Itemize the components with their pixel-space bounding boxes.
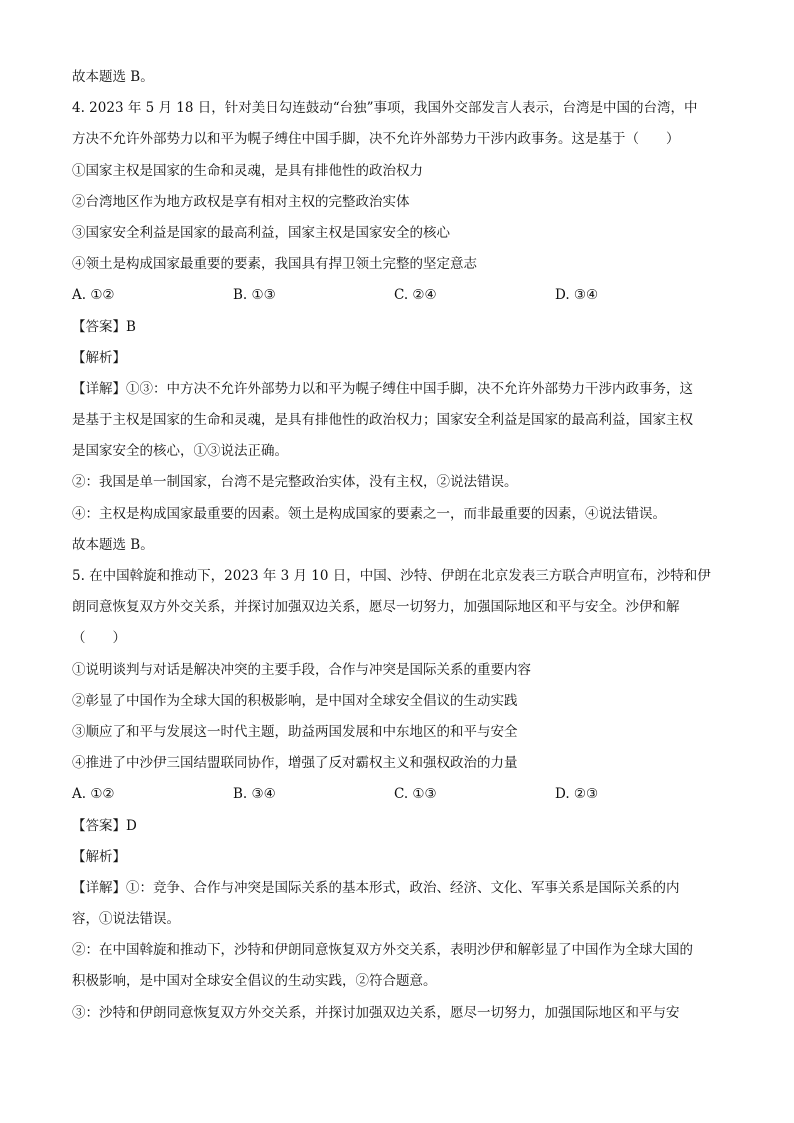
question-5-statement-4: ④推进了中沙伊三国结盟联同协作，增强了反对霸权主义和强权政治的力量 [72, 755, 518, 772]
question-5-option-d: D. ②③ [555, 786, 599, 803]
question-4-answer: 【答案】B [72, 318, 136, 335]
question-4-option-b: B. ①③ [233, 287, 276, 304]
question-4-explanation: ②：我国是单一制国家，台湾不是完整政治实体，没有主权，②说法错误。 [72, 474, 518, 491]
question-5-answer: 【答案】D [72, 817, 137, 834]
question-5-blank: （ ） [72, 630, 126, 647]
text-line: 故本题选 B。 [72, 69, 154, 85]
question-4-statement-3: ③国家安全利益是国家的最高利益，国家主权是国家安全的核心 [72, 224, 450, 241]
question-4-stem: 4. 2023 年 5 月 18 日，针对美日勾连鼓动“台独”事项，我国外交部发言人表示，台湾是中国的台湾，中 [72, 100, 698, 117]
question-4-statement-4: ④领土是构成国家最重要的要素，我国具有捍卫领土完整的坚定意志 [72, 256, 477, 273]
question-5-explanation: ②：在中国斡旋和推动下，沙特和伊朗同意恢复双方外交关系，表明沙伊和解彰显了中国作为全球大国的 [72, 942, 693, 959]
question-5-option-c: C. ①③ [394, 786, 437, 803]
question-4-option-c: C. ②④ [394, 287, 437, 304]
question-4-explanation: ④：主权是构成国家最重要的因素。领土是构成国家的要素之一，而非最重要的因素，④说法错误。 [72, 505, 666, 522]
question-4-option-d: D. ③④ [555, 287, 599, 304]
document-page [72, 62, 722, 1029]
question-4-statement-2: ②台湾地区作为地方政权是享有相对主权的完整政治实体 [72, 193, 410, 210]
question-4-explanation: 是国家安全的核心，①③说法正确。 [72, 443, 288, 460]
question-4-explanation: 【详解】①③：中方决不允许外部势力以和平为幌子缚住中国手脚，决不允许外部势力干涉内政事务，这 [72, 380, 693, 397]
question-4-option-a: A. ①② [72, 287, 115, 304]
question-4-conclusion: 故本题选 B。 [72, 536, 154, 553]
question-5-option-a: A. ①② [72, 786, 115, 803]
question-4-analysis-heading: 【解析】 [72, 349, 126, 366]
question-5-explanation: 【详解】①：竞争、合作与冲突是国际关系的基本形式，政治、经济、文化、军事关系是国际关系的内 [72, 879, 680, 896]
question-4-explanation: 是基于主权是国家的生命和灵魂，是具有排他性的政治权力；国家安全利益是国家的最高利益，国家主权 [72, 412, 693, 429]
question-4-options [72, 280, 722, 311]
question-5-explanation: 容，①说法错误。 [72, 911, 180, 928]
question-5-stem-continued: 朗同意恢复双方外交关系，并探讨加强双边关系，愿尽一切努力，加强国际地区和平与安全。沙伊和解 [72, 599, 680, 616]
question-5-options [72, 779, 722, 810]
question-5-option-b: B. ③④ [233, 786, 276, 803]
question-4-statement-1: ①国家主权是国家的生命和灵魂，是具有排他性的政治权力 [72, 162, 423, 179]
question-5-explanation: 积极影响，是中国对全球安全倡议的生动实践，②符合题意。 [72, 973, 437, 990]
question-5-analysis-heading: 【解析】 [72, 848, 126, 865]
question-5-stem: 5. 在中国斡旋和推动下，2023 年 3 月 10 日，中国、沙特、伊朗在北京发表三方联合声明宣布，沙特和伊 [72, 568, 711, 584]
question-5-statement-1: ①说明谈判与对话是解决冲突的主要手段，合作与冲突是国际关系的重要内容 [72, 661, 531, 678]
question-5-explanation: ③：沙特和伊朗同意恢复双方外交关系，并探讨加强双边关系，愿尽一切努力，加强国际地区和平与安 [72, 1004, 680, 1021]
question-5-statement-3: ③顺应了和平与发展这一时代主题，助益两国发展和中东地区的和平与安全 [72, 723, 518, 740]
question-5-statement-2: ②彰显了中国作为全球大国的积极影响，是中国对全球安全倡议的生动实践 [72, 692, 518, 709]
question-4-stem-continued: 方决不允许外部势力以和平为幌子缚住中国手脚，决不允许外部势力干涉内政事务。这是基于（ ） [72, 131, 680, 148]
